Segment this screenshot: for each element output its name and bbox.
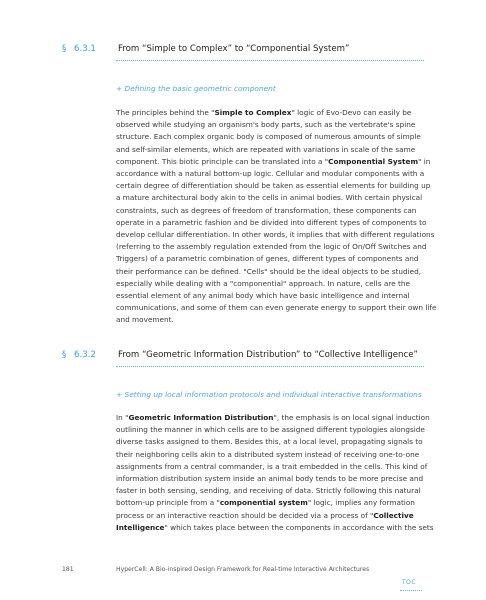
text-run: a mature architectural body akin to the cells in animal bodies. With certain physical xyxy=(116,193,423,203)
text-run: and self-similar elements, which are repeated with variations in scale of the same xyxy=(116,144,416,154)
text-line xyxy=(116,449,430,461)
section-title: From “Geometric Information Distribution” to “Collective Intelligence” xyxy=(118,350,418,360)
text-run: structure. Each complex organic body is composed of numerous amounts of simple xyxy=(116,132,421,142)
text-line xyxy=(116,156,430,168)
text-line xyxy=(116,131,430,143)
emphasis-term: componential system xyxy=(219,498,308,508)
text-run: accordance with a natural bottom-up logic. Cellular and modular components with a xyxy=(116,169,425,179)
text-line xyxy=(116,241,430,253)
text-line xyxy=(116,497,430,509)
text-line xyxy=(116,461,430,473)
text-line xyxy=(116,436,430,448)
text-line xyxy=(116,168,430,180)
text-run: observed while studying an organism's body parts, such as the vertebrate's spine xyxy=(116,120,416,130)
text-run: process or an interactive reaction should be decided via a process of " xyxy=(116,510,374,520)
section-title: From “Simple to Complex” to “Componential System” xyxy=(118,44,350,54)
text-run: Triggers) of a parametric combination of genes, different types of components and xyxy=(116,254,419,264)
section-symbol: § xyxy=(62,44,67,54)
toc-link[interactable]: TOC xyxy=(402,579,417,586)
text-line xyxy=(116,510,430,522)
text-line xyxy=(116,119,430,131)
text-line xyxy=(116,302,437,314)
text-run: constraints, such as degrees of freedom of transformation, these components can xyxy=(116,205,417,215)
text-run: diverse tasks assigned to them. Besides this, at a local level, propagating signals to xyxy=(116,437,423,447)
text-line xyxy=(116,180,430,192)
text-line xyxy=(116,217,430,229)
text-line xyxy=(116,144,430,156)
section-subtitle: + Defining the basic geometric component xyxy=(116,84,276,93)
text-line xyxy=(116,107,430,119)
text-line xyxy=(116,278,430,290)
text-run: component. This biotic principle can be translated into a " xyxy=(116,156,329,166)
book-title: HyperCell: A Bio-inspired Design Framework for Real-time Interactive Architectures xyxy=(116,566,370,573)
toc-underline xyxy=(400,590,422,591)
section-divider xyxy=(116,366,424,367)
text-run: information distribution system inside an animal body tends to be more precise and xyxy=(116,474,424,484)
text-line xyxy=(116,253,430,265)
text-run: operate in a parametric fashion and be divided into different types of components to xyxy=(116,217,427,227)
text-run: " which takes place between the components in accordance with the sets xyxy=(164,522,434,532)
page-footer xyxy=(62,566,369,573)
text-line xyxy=(116,266,430,278)
text-line xyxy=(116,205,430,217)
text-line xyxy=(116,314,430,326)
text-run: outlining the manner in which cells are to be assigned different typologies alongside xyxy=(116,425,425,435)
body-paragraph-2 xyxy=(116,412,434,534)
text-run: assignments from a central commander, is a trait embedded in the cells. This kind of xyxy=(116,461,428,471)
text-run: especially while dealing with a "componential" approach. In nature, cells are the xyxy=(116,278,410,288)
text-line xyxy=(116,485,430,497)
body-paragraph-1 xyxy=(116,107,437,327)
emphasis-term: Collective xyxy=(373,510,414,520)
text-run: The principles behind the " xyxy=(116,108,215,117)
text-run: their neighboring cells akin to a distributed system instead of receiving one-to-one xyxy=(116,449,420,459)
text-run: " in xyxy=(418,156,431,166)
text-run: and movement. xyxy=(116,315,174,325)
section-number: 6.3.1 xyxy=(74,44,96,54)
text-line xyxy=(116,290,430,302)
section-heading-6-3-1 xyxy=(62,43,422,55)
text-line xyxy=(116,412,430,424)
text-run: certain degree of differentiation should be taken as essential elements for building up xyxy=(116,181,431,191)
section-divider xyxy=(116,60,424,61)
text-run: bottom-up principle from a " xyxy=(116,498,220,508)
emphasis-term: Geometric Information Distribution xyxy=(128,413,274,422)
text-line xyxy=(116,424,430,436)
text-run: (referring to the assembly regulation extended from the logic of On/Off Switches and xyxy=(116,242,427,252)
text-run: develop cellular differentiation. In other words, it implies that with different regulations xyxy=(116,230,435,240)
text-line xyxy=(116,229,435,241)
section-symbol: § xyxy=(62,350,67,360)
text-run: ", the emphasis is on local signal induction xyxy=(273,413,430,422)
text-run: " logic of Evo-Devo can easily be xyxy=(291,108,412,117)
text-run: " logic, implies any formation xyxy=(307,498,415,508)
text-run: faster in both sensing, sending, and receiving of data. Strictly following this natural xyxy=(116,486,421,496)
section-heading-6-3-2 xyxy=(62,349,422,361)
text-run: In " xyxy=(116,413,129,422)
emphasis-term: Intelligence xyxy=(116,522,165,532)
text-line xyxy=(116,192,430,204)
section-subtitle: + Setting up local information protocols and individual interactive transformations xyxy=(116,390,422,399)
emphasis-term: Simple to Complex xyxy=(214,108,292,117)
text-line xyxy=(116,473,430,485)
text-run: their performance can be defined. "Cells" should be the ideal objects to be studied, xyxy=(116,266,422,276)
emphasis-term: Componential System xyxy=(328,156,419,166)
section-number: 6.3.2 xyxy=(74,350,96,360)
text-run: essential element of any animal body which have basic intelligence and internal xyxy=(116,291,410,301)
text-run: communications, and some of them can even generate energy to support their own life xyxy=(116,303,437,313)
page-number: 181 xyxy=(62,566,74,573)
text-line xyxy=(116,522,434,534)
